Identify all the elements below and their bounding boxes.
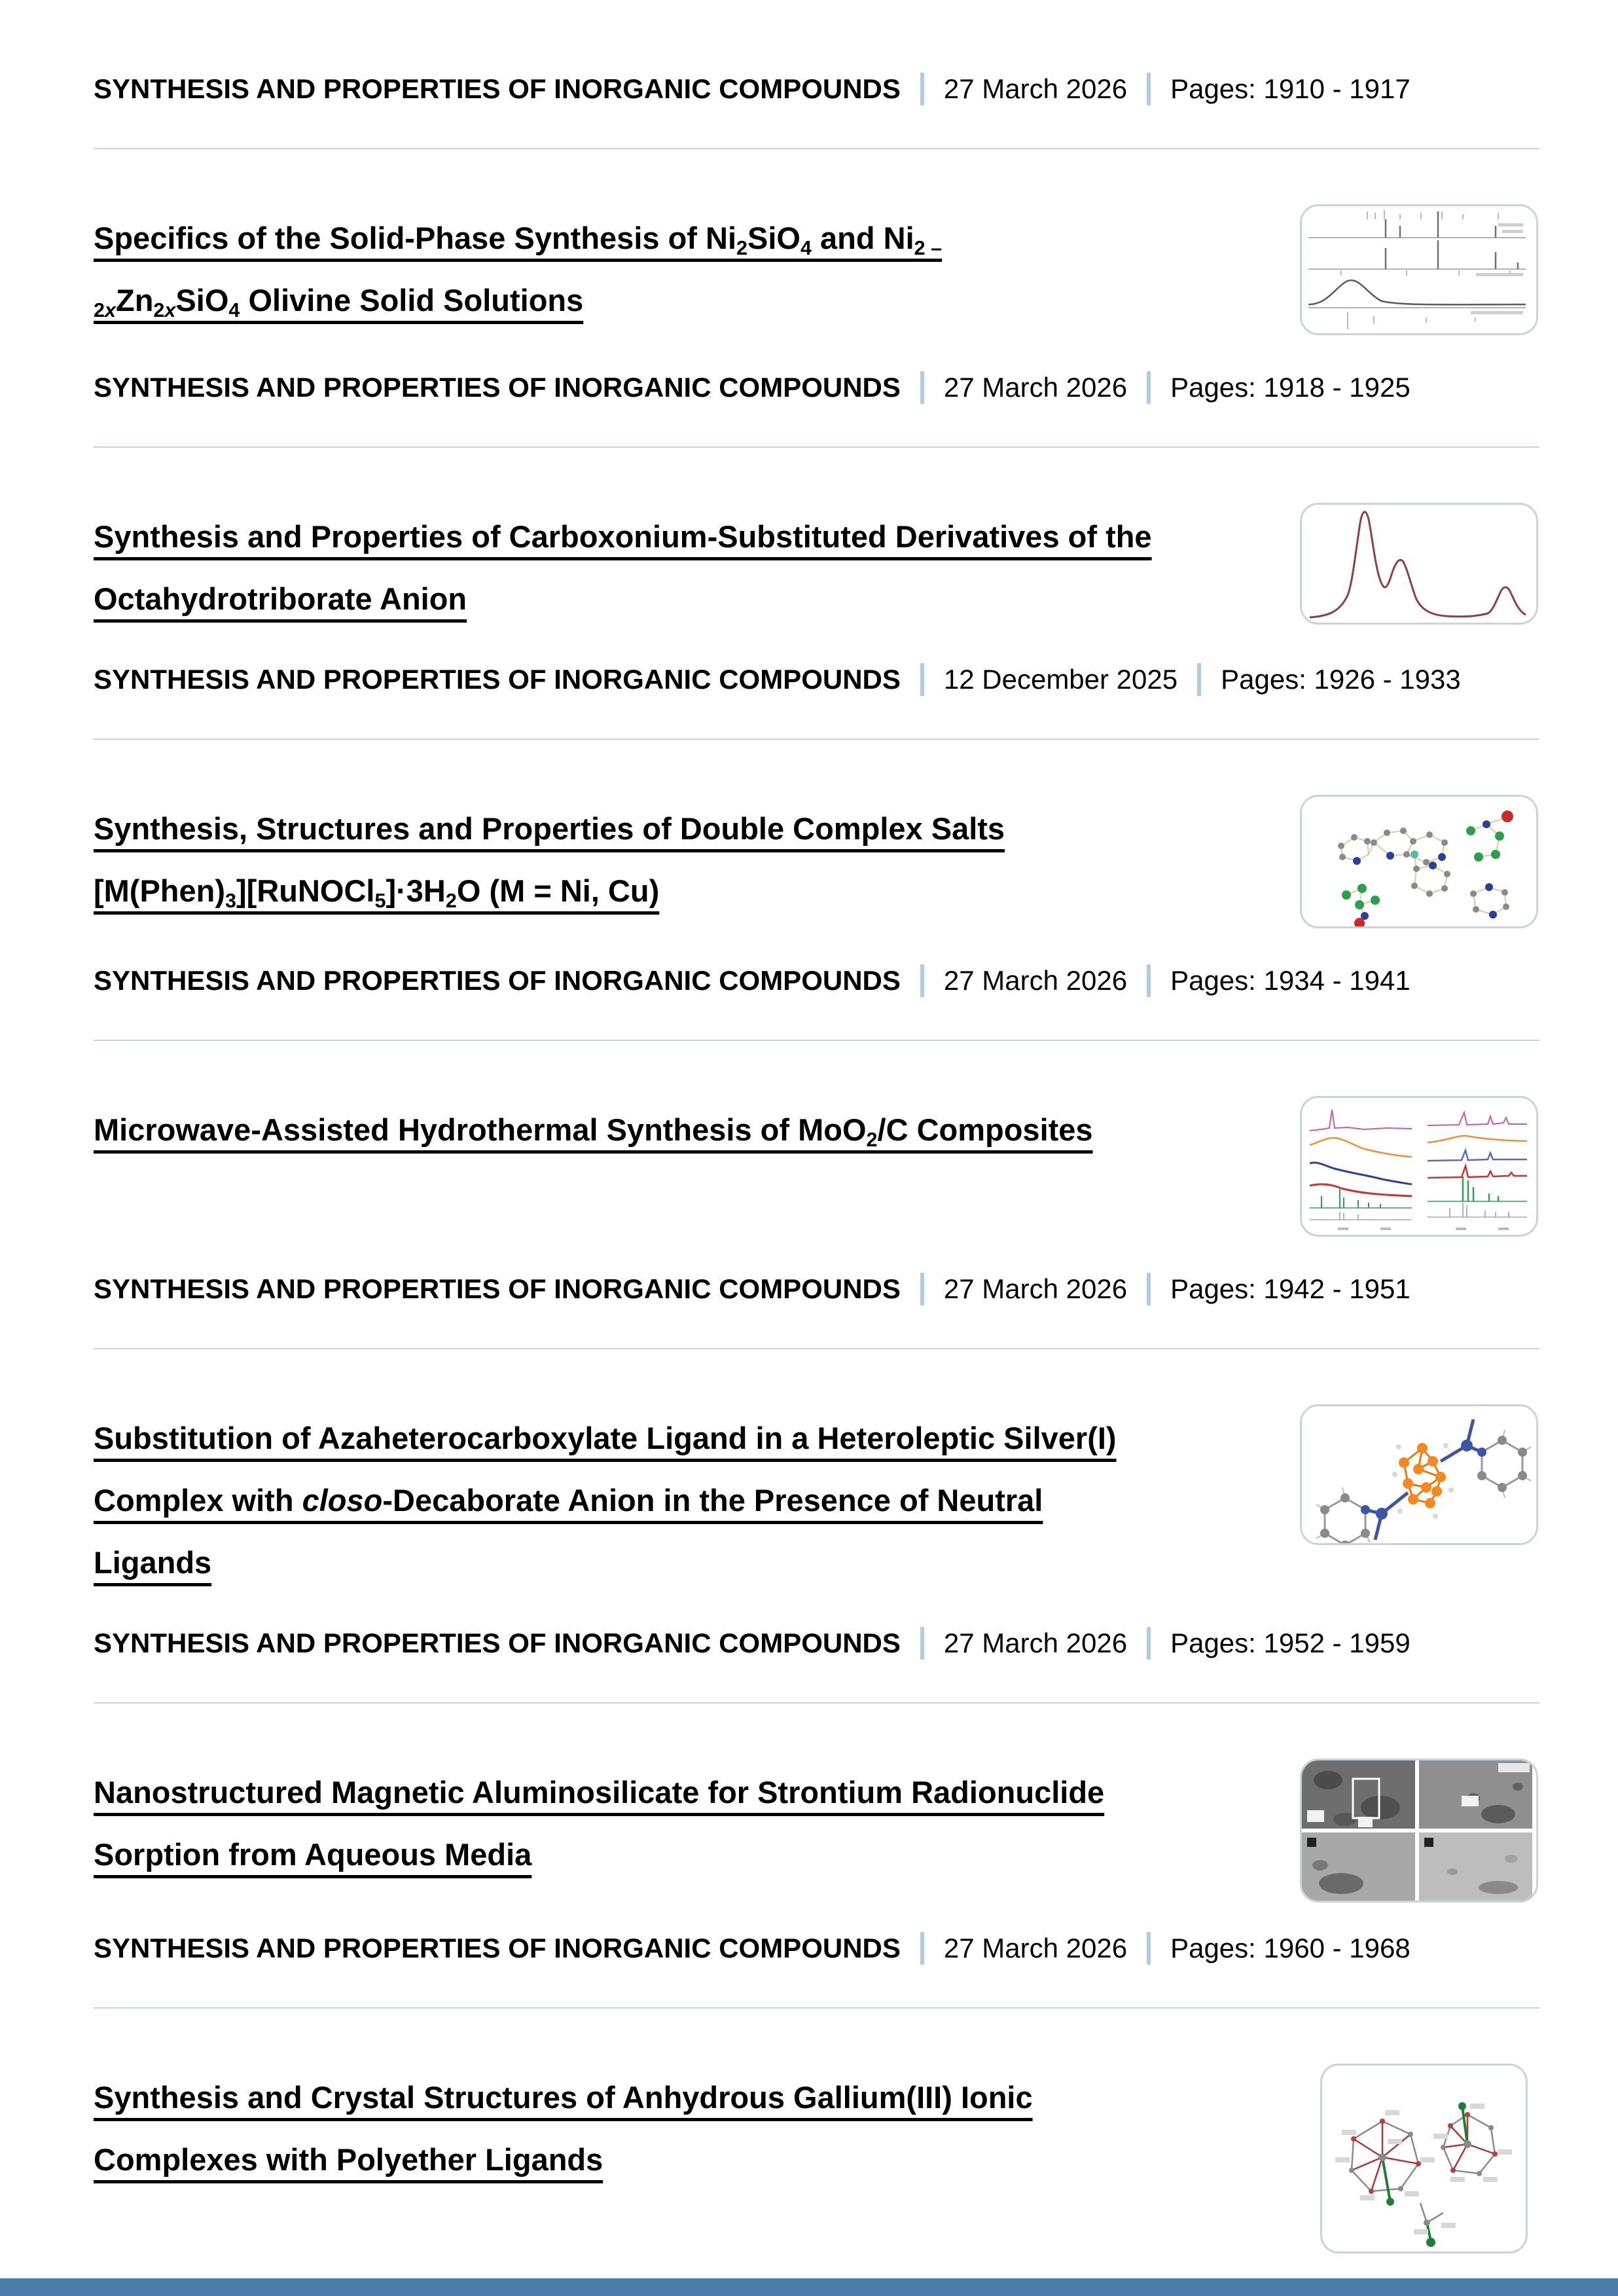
article-entry [94, 1761, 1539, 1899]
pages-range: Pages: 1942 - 1951 [1170, 1273, 1411, 1304]
publication-date: 27 March 2026 [943, 372, 1128, 403]
pages-range: Pages: 1926 - 1933 [1221, 664, 1461, 695]
divider [94, 2007, 1539, 2009]
section-label: SYNTHESIS AND PROPERTIES OF INORGANIC COMPOUNDS [94, 372, 901, 403]
pages-range: Pages: 1910 - 1917 [1170, 73, 1411, 104]
article-entry [94, 1099, 1539, 1239]
separator-bar [1147, 371, 1151, 404]
divider [94, 446, 1539, 448]
article-title-link[interactable]: Synthesis and Crystal Structures of Anhydrous Gallium(III) Ionic Complexes with Polyether Ligands [94, 2080, 1033, 2177]
article-thumbnail-molecular-structure[interactable] [1300, 795, 1538, 928]
article-title-link[interactable]: Nanostructured Magnetic Aluminosilicate for Strontium Radionuclide Sorption from Aqueous Media [94, 1775, 1105, 1872]
separator-bar [920, 73, 924, 105]
article-title [94, 1407, 1246, 1594]
article-title [94, 1099, 1246, 1161]
section-label: SYNTHESIS AND PROPERTIES OF INORGANIC COMPOUNDS [94, 965, 901, 996]
article-title-link[interactable]: Synthesis and Properties of Carboxonium-Substituted Derivatives of the Octahydrotriborate Anion [94, 519, 1152, 616]
article-meta [94, 663, 1539, 697]
separator-bar [1147, 1627, 1151, 1660]
separator-bar [920, 1273, 924, 1305]
publication-date: 12 December 2025 [943, 664, 1178, 695]
article-title [94, 207, 1246, 331]
publication-date: 27 March 2026 [943, 1628, 1128, 1658]
publication-date: 27 March 2026 [943, 73, 1128, 104]
article-meta [94, 964, 1539, 998]
article-entry [94, 797, 1539, 931]
article-entry [94, 505, 1539, 630]
separator-bar [920, 1627, 924, 1660]
pages-range: Pages: 1960 - 1968 [1170, 1933, 1411, 1963]
article-thumbnail-silver-complex-structure[interactable] [1300, 1404, 1538, 1545]
separator-bar [1147, 1273, 1151, 1305]
article-meta [94, 1272, 1539, 1306]
separator-bar [1147, 1932, 1151, 1965]
article-title-link[interactable]: Specifics of the Solid-Phase Synthesis of $Ni_2SiO_4$ and $Ni_{2 -}$ $_{2x}Zn_{2x}SiO_4$ Olivine Solid Solutions [94, 221, 943, 321]
section-label: SYNTHESIS AND PROPERTIES OF INORGANIC COMPOUNDS [94, 1628, 901, 1658]
article-title [94, 505, 1246, 630]
article-meta [94, 72, 1539, 106]
footer-bar [0, 2278, 1618, 2296]
article-title-link[interactable]: Synthesis, Structures and Properties of Double Complex Salts $[M(Phen)_3][RuNOCl_5]\cdot 3H_2O$ (M = Ni, Cu) [94, 811, 1005, 912]
article-thumbnail-xrd-pattern[interactable] [1300, 204, 1538, 335]
separator-bar [1147, 964, 1151, 997]
divider [94, 738, 1539, 740]
section-label: SYNTHESIS AND PROPERTIES OF INORGANIC COMPOUNDS [94, 664, 901, 695]
separator-bar [1147, 73, 1151, 105]
divider [94, 1040, 1539, 1041]
separator-bar [920, 663, 924, 696]
separator-bar [920, 371, 924, 404]
separator-bar [1197, 663, 1201, 696]
article-meta [94, 1931, 1539, 1965]
article-entry [94, 1407, 1539, 1594]
article-thumbnail-tem-micrographs[interactable] [1300, 1758, 1538, 1903]
article-title [94, 1761, 1246, 1886]
article-entry [94, 2066, 1539, 2256]
section-label: SYNTHESIS AND PROPERTIES OF INORGANIC COMPOUNDS [94, 1933, 901, 1963]
article-title [94, 2066, 1246, 2191]
article-meta [94, 1626, 1539, 1660]
publication-date: 27 March 2026 [943, 965, 1128, 996]
divider [94, 148, 1539, 149]
publication-date: 27 March 2026 [943, 1933, 1128, 1963]
divider [94, 1702, 1539, 1704]
article-thumbnail-crystal-structure[interactable] [1320, 2064, 1528, 2253]
divider [94, 1348, 1539, 1349]
separator-bar [920, 964, 924, 997]
section-label: SYNTHESIS AND PROPERTIES OF INORGANIC COMPOUNDS [94, 73, 901, 104]
article-title [94, 797, 1246, 922]
article-thumbnail-spectrum[interactable] [1300, 503, 1538, 625]
pages-range: Pages: 1934 - 1941 [1170, 965, 1411, 996]
pages-range: Pages: 1952 - 1959 [1170, 1628, 1411, 1658]
article-entry [94, 207, 1539, 338]
article-meta [94, 371, 1539, 405]
section-label: SYNTHESIS AND PROPERTIES OF INORGANIC COMPOUNDS [94, 1273, 901, 1304]
article-title-link[interactable]: Substitution of Azaheterocarboxylate Ligand in a Heteroleptic Silver(I) Complex with closo-Decaborate Anion in the Presence of Neutral Ligands [94, 1421, 1117, 1580]
separator-bar [920, 1932, 924, 1965]
article-title-link[interactable]: Microwave-Assisted Hydrothermal Synthesis of MoO$_2$/C Composites [94, 1112, 1093, 1151]
publication-date: 27 March 2026 [943, 1273, 1128, 1304]
pages-range: Pages: 1918 - 1925 [1170, 372, 1411, 403]
article-thumbnail-xrd-panels[interactable] [1300, 1096, 1538, 1237]
